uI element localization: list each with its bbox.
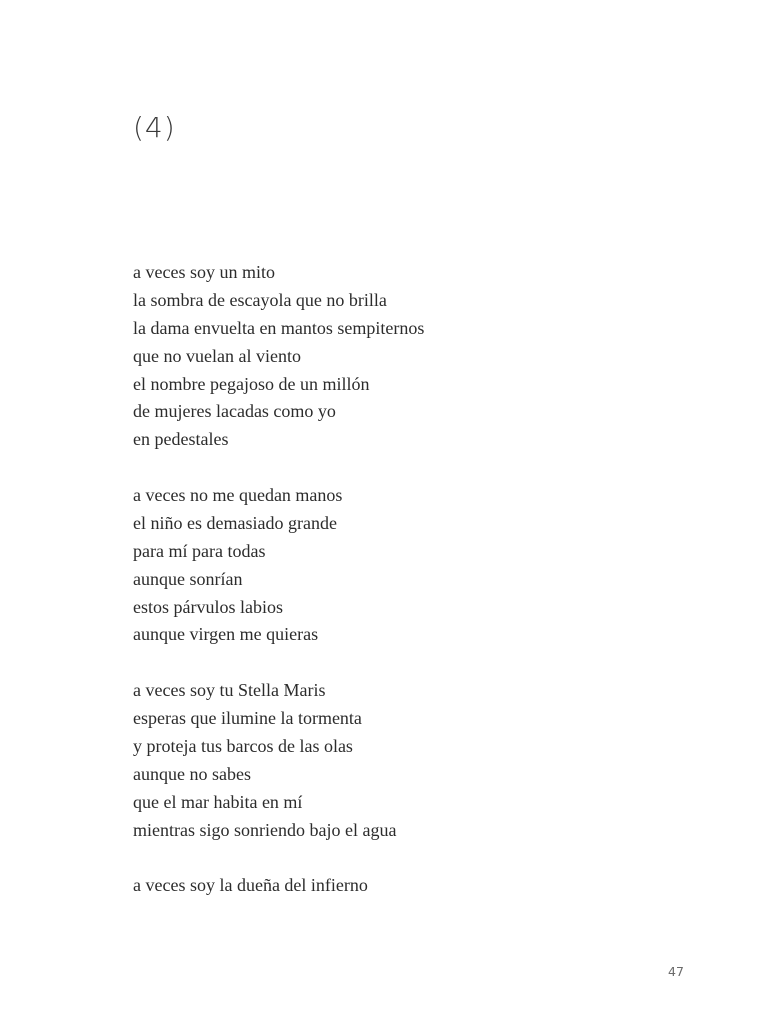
verse: a veces soy tu Stella Maris bbox=[133, 680, 326, 701]
verse: la dama envuelta en mantos sempiternos bbox=[133, 317, 425, 338]
verse: el niño es demasiado grande bbox=[133, 512, 337, 533]
verse: que el mar habita en mí bbox=[133, 791, 303, 812]
stanza-2 bbox=[133, 482, 693, 649]
verse: que no vuelan al viento bbox=[133, 345, 301, 366]
verse: la sombra de escayola que no brilla bbox=[133, 289, 387, 310]
verse: y proteja tus barcos de las olas bbox=[133, 735, 353, 756]
verse: aunque sonrían bbox=[133, 568, 243, 589]
verse: a veces soy un mito bbox=[133, 262, 275, 282]
verse: mientras sigo sonriendo bajo el agua bbox=[133, 819, 397, 840]
verse: estos párvulos labios bbox=[133, 596, 283, 617]
verse: aunque virgen me quieras bbox=[133, 624, 319, 645]
verse: para mí para todas bbox=[133, 540, 266, 561]
verse: a veces no me quedan manos bbox=[133, 485, 343, 506]
poem bbox=[133, 259, 693, 928]
stanza-4 bbox=[133, 872, 693, 900]
section-number: (4) bbox=[133, 111, 176, 144]
page-number: 47 bbox=[668, 964, 684, 979]
verse: aunque no sabes bbox=[133, 763, 251, 784]
verse: en pedestales bbox=[133, 429, 229, 450]
stanza-1 bbox=[133, 259, 693, 454]
stanza-3 bbox=[133, 677, 693, 844]
verse: el nombre pegajoso de un millón bbox=[133, 373, 370, 394]
verse: de mujeres lacadas como yo bbox=[133, 401, 336, 422]
verse: esperas que ilumine la tormenta bbox=[133, 708, 362, 729]
verse: a veces soy la dueña del infierno bbox=[133, 875, 368, 896]
